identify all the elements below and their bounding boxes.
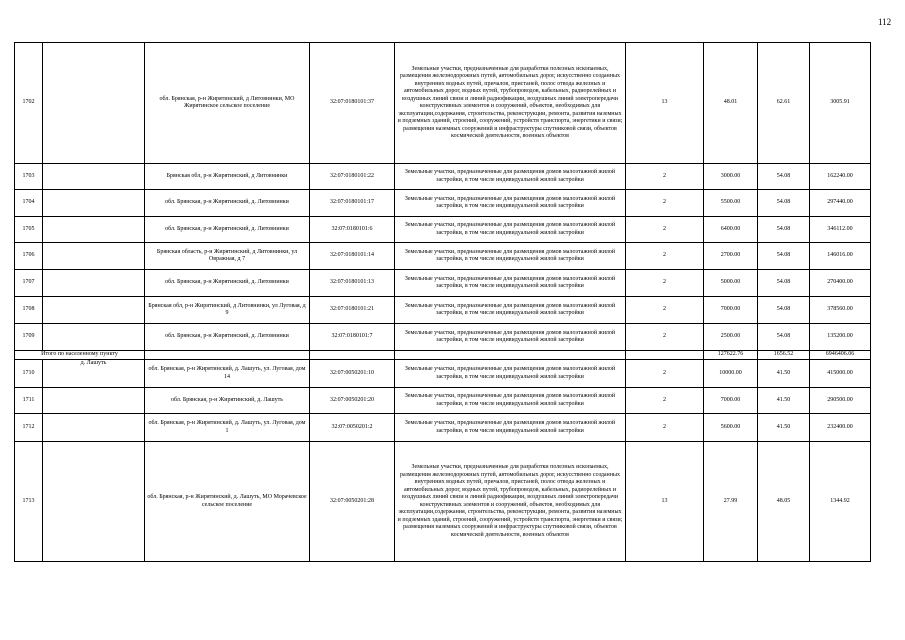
land-use-description-cell: Земельные участки, предназначенные для размещения домов малоэтажной жилой застройки, в том числе индивидуальной жилой застройки xyxy=(395,270,626,297)
row-number: 1703 xyxy=(15,164,43,190)
settlement-cell xyxy=(43,270,145,297)
group-cell: 2 xyxy=(626,164,704,190)
land-use-description-cell: Земельные участки, предназначенные для размещения домов малоэтажной жилой застройки, в том числе индивидуальной жилой застройки xyxy=(395,414,626,442)
table-row xyxy=(15,324,871,351)
group-cell: 2 xyxy=(626,324,704,351)
area-cell: 3000.00 xyxy=(704,164,758,190)
table-row xyxy=(15,190,871,217)
group-cell: 2 xyxy=(626,190,704,217)
cadastral-value-cell: 270400.00 xyxy=(810,270,871,297)
cadastral-value-cell: 162240.00 xyxy=(810,164,871,190)
settlement-cell xyxy=(43,442,145,562)
table-row xyxy=(15,360,871,388)
cadastral-number-cell: 32:07:0050201:10 xyxy=(310,360,395,388)
rate-cell: 41.50 xyxy=(758,388,810,414)
address-cell: обл. Брянская, р-н Жирятинский, д. Литовнинки xyxy=(145,270,310,297)
row-number: 1713 xyxy=(15,442,43,562)
area-cell: 6400.00 xyxy=(704,217,758,243)
row-number: 1705 xyxy=(15,217,43,243)
address-cell: обл. Брянская, р-н Жирятинский, д. Лашуть, ул. Луговая, дом 1 xyxy=(145,414,310,442)
land-use-description-cell: Земельные участки, предназначенные для разработки полезных ископаемых, размещения железнодорожных путей, автомобильных дорог, искусственно созданных внутренних водных путей, причалов, пристаней, полос отвода железных и автомобильных дорог, водных путей, трубопроводов, кабельных, радиорелейных и воздушных линий связи и линий радиофикации, воздушных линий электропередачи конструктивных элементов и сооружений, объектов, необходимых для эксплуатации,содержания, строительства, реконструкции, ремонта, развития наземных и подземных зданий, строений, сооружений, устройств транспорта, энергетики и связи; размещения наземных сооружений и инфраструктуры спутниковой связи, объектов космической деятельности, военных объектов xyxy=(395,43,626,164)
address-cell: обл. Брянская, р-н Жирятинский, д. Литовнинки xyxy=(145,217,310,243)
rate-cell: 54.08 xyxy=(758,324,810,351)
table-row xyxy=(15,442,871,562)
table-row xyxy=(15,243,871,270)
row-number: 1704 xyxy=(15,190,43,217)
cadastral-number-cell: 32:07:0050201:2 xyxy=(310,414,395,442)
area-cell: 10000.00 xyxy=(704,360,758,388)
land-use-description-cell: Земельные участки, предназначенные для размещения домов малоэтажной жилой застройки, в том числе индивидуальной жилой застройки xyxy=(395,243,626,270)
cadastral-number-cell: 32:07:0050201:20 xyxy=(310,388,395,414)
address-cell: обл. Брянская, р-н Жирятинский, д. Литовнинки xyxy=(145,324,310,351)
address-cell: обл. Брянская, р-н Жирятинский, д Литовнинки, МО Жирятинское сельское поселение xyxy=(145,43,310,164)
land-use-description-cell: Земельные участки, предназначенные для размещения домов малоэтажной жилой застройки, в том числе индивидуальной жилой застройки xyxy=(395,190,626,217)
group-cell: 2 xyxy=(626,360,704,388)
table-row xyxy=(15,217,871,243)
land-use-description-cell: Земельные участки, предназначенные для размещения домов малоэтажной жилой застройки, в том числе индивидуальной жилой застройки xyxy=(395,388,626,414)
settlement-cell xyxy=(43,414,145,442)
group-cell: 13 xyxy=(626,43,704,164)
rate-cell: 41.50 xyxy=(758,414,810,442)
cadastral-value-cell: 135200.00 xyxy=(810,324,871,351)
rate-cell: 41.50 xyxy=(758,360,810,388)
row-number: 1702 xyxy=(15,43,43,164)
cadastral-number-cell: 32:07:0180101:22 xyxy=(310,164,395,190)
cadastral-value-cell: 290500.00 xyxy=(810,388,871,414)
cadastral-value-cell: 297440.00 xyxy=(810,190,871,217)
table-row xyxy=(15,297,871,324)
rate-cell: 54.08 xyxy=(758,190,810,217)
land-use-description-cell: Земельные участки, предназначенные для размещения домов малоэтажной жилой застройки, в том числе индивидуальной жилой застройки xyxy=(395,217,626,243)
cadastral-value-cell: 146016.00 xyxy=(810,243,871,270)
settlement-cell xyxy=(43,324,145,351)
table-row xyxy=(15,270,871,297)
rate-cell: 54.08 xyxy=(758,217,810,243)
cadastral-value-cell: 378560.00 xyxy=(810,297,871,324)
group-cell: 2 xyxy=(626,414,704,442)
row-number: 1707 xyxy=(15,270,43,297)
table-row xyxy=(15,164,871,190)
group-cell: 2 xyxy=(626,217,704,243)
group-cell: 2 xyxy=(626,270,704,297)
row-number: 1711 xyxy=(15,388,43,414)
address-cell: Брянская область, р-н Жирятинский, д Литовнинки, ул Овражная, д 7 xyxy=(145,243,310,270)
area-cell: 48.01 xyxy=(704,43,758,164)
address-cell: обл. Брянская, р-н Жирятинский, д. Литовнинки xyxy=(145,190,310,217)
land-use-description-cell: Земельные участки, предназначенные для размещения домов малоэтажной жилой застройки, в том числе индивидуальной жилой застройки xyxy=(395,164,626,190)
group-cell: 2 xyxy=(626,243,704,270)
rate-cell: 54.08 xyxy=(758,243,810,270)
land-use-description-cell: Земельные участки, предназначенные для размещения домов малоэтажной жилой застройки, в том числе индивидуальной жилой застройки xyxy=(395,297,626,324)
cadastral-number-cell: 32:07:0180101:7 xyxy=(310,324,395,351)
cadastral-value-cell: 3005.91 xyxy=(810,43,871,164)
address-cell: обл. Брянская, р-н Жирятинский, д. Лашуть xyxy=(145,388,310,414)
cadastral-number-cell: 32:07:0180101:13 xyxy=(310,270,395,297)
table-row xyxy=(15,414,871,442)
total-rate: 1656.52 xyxy=(758,351,810,360)
area-cell: 7000.00 xyxy=(704,388,758,414)
settlement-cell xyxy=(43,243,145,270)
settlement-cell xyxy=(43,164,145,190)
area-cell: 27.99 xyxy=(704,442,758,562)
address-cell: Брянская обл, р-н Жирятинский, д Литовнинки xyxy=(145,164,310,190)
table-row xyxy=(15,388,871,414)
cadastral-number-cell: 32:07:0180101:21 xyxy=(310,297,395,324)
area-cell: 5000.00 xyxy=(704,270,758,297)
row-number: 1708 xyxy=(15,297,43,324)
cadastral-value-cell: 346112.00 xyxy=(810,217,871,243)
total-value: 6946406.06 xyxy=(810,351,871,360)
rate-cell: 48.05 xyxy=(758,442,810,562)
address-cell: Брянская обл, р-н Жирятинский, д Литовнинки, ул Луговая, д 9 xyxy=(145,297,310,324)
settlement-cell xyxy=(43,190,145,217)
area-cell: 7000.00 xyxy=(704,297,758,324)
page-number: 112 xyxy=(878,17,892,27)
cadastral-number-cell: 32:07:0180101:6 xyxy=(310,217,395,243)
total-label: Итого по населенному пункту xyxy=(15,351,145,360)
land-use-description-cell: Земельные участки, предназначенные для размещения домов малоэтажной жилой застройки, в том числе индивидуальной жилой застройки xyxy=(395,324,626,351)
rate-cell: 54.08 xyxy=(758,164,810,190)
address-cell: обл. Брянская, р-н Жирятинский, д. Лашуть, МО Морачевское сельское поселение xyxy=(145,442,310,562)
row-number: 1706 xyxy=(15,243,43,270)
address-cell: обл. Брянская, р-н Жирятинский, д. Лашуть, ул. Луговая, дом 14 xyxy=(145,360,310,388)
total-area: 127622.76 xyxy=(704,351,758,360)
row-number: 1709 xyxy=(15,324,43,351)
settlement-name: д. Лашуть xyxy=(43,360,145,388)
group-cell: 13 xyxy=(626,442,704,562)
rate-cell: 62.61 xyxy=(758,43,810,164)
land-registry-table xyxy=(14,42,871,562)
cadastral-number-cell: 32:07:0180101:14 xyxy=(310,243,395,270)
area-cell: 2700.00 xyxy=(704,243,758,270)
area-cell: 2500.00 xyxy=(704,324,758,351)
settlement-cell xyxy=(43,217,145,243)
land-use-description-cell: Земельные участки, предназначенные для размещения домов малоэтажной жилой застройки, в том числе индивидуальной жилой застройки xyxy=(395,360,626,388)
cadastral-value-cell: 1344.92 xyxy=(810,442,871,562)
area-cell: 5600.00 xyxy=(704,414,758,442)
rate-cell: 54.08 xyxy=(758,270,810,297)
rate-cell: 54.08 xyxy=(758,297,810,324)
cadastral-value-cell: 232400.00 xyxy=(810,414,871,442)
group-cell: 2 xyxy=(626,297,704,324)
cadastral-number-cell: 32:07:0180101:17 xyxy=(310,190,395,217)
settlement-cell xyxy=(43,388,145,414)
total-row xyxy=(15,351,871,360)
row-number: 1712 xyxy=(15,414,43,442)
cadastral-number-cell: 32:07:0180101:37 xyxy=(310,43,395,164)
settlement-cell xyxy=(43,297,145,324)
table-row xyxy=(15,43,871,164)
land-use-description-cell: Земельные участки, предназначенные для разработки полезных ископаемых, размещения железнодорожных путей, автомобильных дорог, искусственно созданных внутренних водных путей, причалов, пристаней, полос отвода железных и автомобильных дорог, водных путей, трубопроводов, кабельных, радиорелейных и воздушных линий связи и линий радиофикации, воздушных линий электропередачи конструктивных элементов и сооружений, объектов, необходимых для эксплуатации,содержания, строительства, реконструкции, ремонта, развития наземных и подземных зданий, строений, сооружений, устройств транспорта, энергетики и связи; размещения наземных сооружений и инфраструктуры спутниковой связи, объектов космической деятельности, военных объектов xyxy=(395,442,626,562)
group-cell: 2 xyxy=(626,388,704,414)
area-cell: 5500.00 xyxy=(704,190,758,217)
cadastral-value-cell: 415000.00 xyxy=(810,360,871,388)
cadastral-number-cell: 32:07:0050201:28 xyxy=(310,442,395,562)
row-number: 1710 xyxy=(15,360,43,388)
settlement-cell xyxy=(43,43,145,164)
